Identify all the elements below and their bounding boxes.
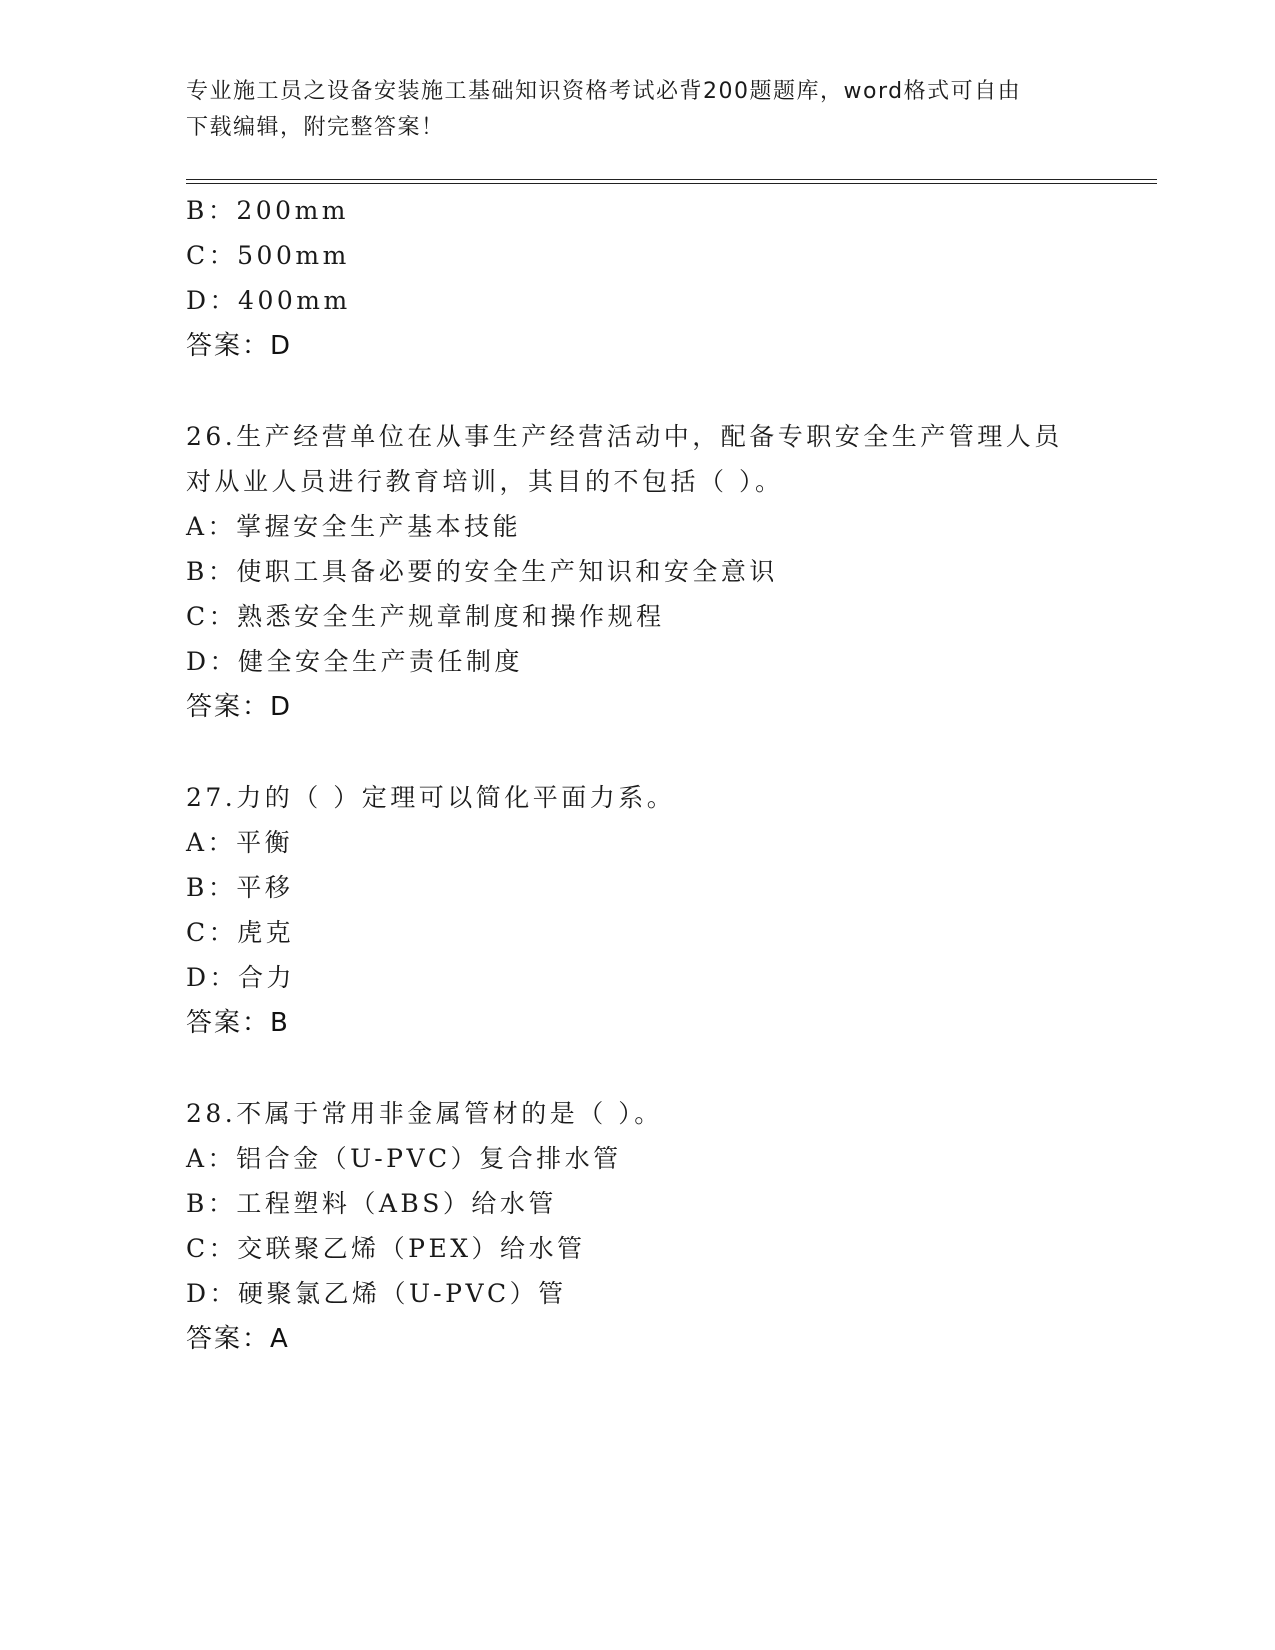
option-label: D： xyxy=(186,963,239,992)
option-text: 交联聚乙烯（PEX）给水管 xyxy=(237,1234,586,1263)
option-text: 健全安全生产责任制度 xyxy=(238,647,524,676)
q26-answer: 答案：D xyxy=(186,692,293,722)
q27-option-c xyxy=(186,918,294,948)
q25-option-c xyxy=(186,241,350,271)
option-text: 熟悉安全生产规章制度和操作规程 xyxy=(237,602,665,631)
option-text: 200mm xyxy=(236,196,350,225)
q26-option-d xyxy=(186,647,523,677)
option-label: B： xyxy=(186,196,237,225)
option-text: 虎克 xyxy=(237,918,295,947)
option-label: B： xyxy=(186,557,237,586)
q25-option-d xyxy=(186,286,351,316)
option-label: A： xyxy=(186,512,237,541)
option-text: 400mm xyxy=(238,286,351,315)
q28-option-a xyxy=(186,1144,622,1174)
option-text: 平移 xyxy=(236,873,294,902)
option-label: B： xyxy=(186,873,237,902)
header-title-line-2: 下载编辑，附完整答案！ xyxy=(186,115,445,140)
q27-option-d xyxy=(186,963,295,993)
q28-stem-line-1: 28.不属于常用非金属管材的是（ ）。 xyxy=(186,1099,663,1128)
q26-option-c xyxy=(186,602,665,632)
option-text: 500mm xyxy=(237,241,350,270)
q26-stem-line-2: 对从业人员进行教育培训，其目的不包括（ ）。 xyxy=(186,467,784,496)
option-text: 使职工具备必要的安全生产知识和安全意识 xyxy=(236,557,778,586)
option-label: C： xyxy=(186,602,238,631)
q26-option-a xyxy=(186,512,521,542)
option-label: A： xyxy=(186,1144,237,1173)
q28-option-c xyxy=(186,1234,586,1264)
option-label: C： xyxy=(186,1234,238,1263)
q28-option-b xyxy=(186,1189,557,1219)
q28-answer: 答案：A xyxy=(186,1324,290,1354)
q25-option-b xyxy=(186,196,349,226)
q27-option-b xyxy=(186,873,293,903)
option-label: D： xyxy=(186,286,239,315)
option-text: 掌握安全生产基本技能 xyxy=(236,512,522,541)
q27-stem-line-1: 27.力的（ ）定理可以简化平面力系。 xyxy=(186,783,676,812)
option-label: C： xyxy=(186,241,238,270)
option-text: 平衡 xyxy=(236,828,294,857)
q26-stem-line-1: 26.生产经营单位在从事生产经营活动中，配备专职安全生产管理人员 xyxy=(186,422,1063,451)
option-text: 工程塑料（ABS）给水管 xyxy=(236,1189,557,1218)
document-header xyxy=(186,74,1086,146)
option-text: 合力 xyxy=(238,963,296,992)
q25-answer: 答案：D xyxy=(186,331,293,361)
q26-option-b xyxy=(186,557,778,587)
option-label: D： xyxy=(186,647,239,676)
header-title-line-1: 专业施工员之设备安装施工基础知识资格考试必背200题题库，word格式可自由 xyxy=(186,79,1022,104)
option-label: A： xyxy=(186,828,237,857)
option-text: 铝合金（U-PVC）复合排水管 xyxy=(236,1144,622,1173)
header-divider-bottom xyxy=(186,183,1157,184)
option-label: B： xyxy=(186,1189,237,1218)
q27-option-a xyxy=(186,828,293,858)
q27-answer: 答案：B xyxy=(186,1008,290,1038)
header-divider-top xyxy=(186,179,1157,180)
option-label: D： xyxy=(186,1279,239,1308)
option-text: 硬聚氯乙烯（U-PVC）管 xyxy=(238,1279,567,1308)
option-label: C： xyxy=(186,918,238,947)
q28-option-d xyxy=(186,1279,567,1309)
